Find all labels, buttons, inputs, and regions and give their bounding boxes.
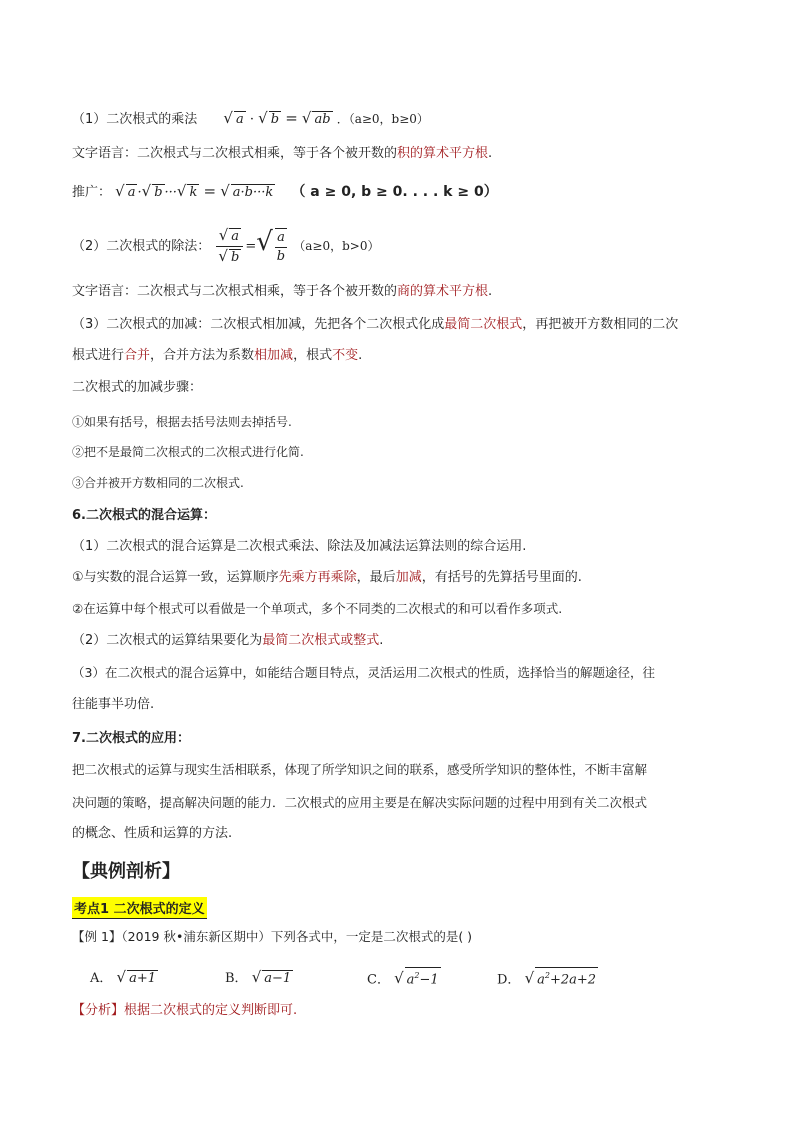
example-1-question: 【例 1】（2019 秋•浦东新区期中）下列各式中，一定是二次根式的是( ) [72, 929, 473, 944]
mul-condition: ．（a≥0，b≥0） [336, 112, 429, 126]
sec6-p2: ①与实数的混合运算一致，运算顺序先乘方再乘除，最后加减，有括号的先算括号里面的. [72, 570, 582, 585]
kaodian-1-badge: 考点1 二次根式的定义 [72, 897, 207, 919]
div-condition: （a≥0，b>0） [293, 239, 380, 253]
mul-words: 文字语言：二次根式与二次根式相乘，等于各个被开数的积的算术平方根. [72, 146, 493, 161]
option-b: B． √ a−1 [225, 968, 292, 986]
mul-rule [72, 108, 429, 130]
examples-heading: 【典例剖析】 [72, 861, 180, 882]
analysis-text: 根据二次根式的定义判断即可. [124, 1003, 298, 1018]
sec6-title: 6.二次根式的混合运算： [72, 508, 216, 523]
sec6-p4: （2）二次根式的运算结果要化为最简二次根式或整式. [72, 633, 384, 648]
mul-formula: √ a · √ b = √ ab [223, 109, 331, 127]
div-words: 文字语言：二次根式与二次根式相乘，等于各个被开数的商的算术平方根. [72, 284, 493, 299]
option-c: C． √ $a^2-1$ [367, 967, 441, 988]
option-a: A． √ a+1 [90, 968, 157, 986]
div-formula: $\frac{√ a}{√ b}$ =√ $\frac{a}{b}$ [218, 226, 286, 265]
general-rule [72, 181, 498, 203]
mul-prefix: （1）二次根式的乘法 [72, 112, 198, 127]
add-rule-line1: （3）二次根式的加减：二次根式相加减，先把各个二次根式化成最简二次根式，再把被开方数相同的二次 [72, 317, 679, 332]
sec6-p5b: 往能事半功倍. [72, 697, 155, 712]
option-d: D． √ $a^2+2a+2$ [497, 967, 598, 988]
div-rule [72, 222, 379, 267]
step-3: ③合并被开方数相同的二次根式. [72, 476, 244, 490]
add-rule-line2: 根式进行合并，合并方法为系数相加减，根式不变. [72, 348, 363, 363]
sec7-p3: 的概念、性质和运算的方法. [72, 826, 233, 841]
sec7-p2: 决问题的策略，提高解决问题的能力．二次根式的应用主要是在解决实际问题的过程中用到有关二次根式 [72, 795, 648, 810]
general-prefix: 推广： [72, 185, 112, 200]
sec7-title: 7.二次根式的应用： [72, 731, 190, 746]
sec7-p1: 把二次根式的运算与现实生活相联系，体现了所学知识之间的联系，感受所学知识的整体性，不断丰富解 [72, 762, 648, 777]
sec6-p1: （1）二次根式的混合运算是二次根式乘法、除法及加减法运算法则的综合运用. [72, 539, 527, 554]
sec6-p5a: （3）在二次根式的混合运算中，如能结合题目特点，灵活运用二次根式的性质，选择恰当的解题途径，往 [72, 665, 655, 680]
analysis [72, 1001, 297, 1021]
general-condition: （ a ≥ 0, b ≥ 0. . . . k ≥ 0） [291, 184, 498, 200]
div-prefix: （2）二次根式的除法： [72, 239, 211, 254]
step-2: ②把不是最简二次根式的二次根式进行化简. [72, 445, 304, 459]
step-1: ①如果有括号，根据去括号法则去掉括号. [72, 415, 292, 429]
general-formula: √ a ·√ b ···√ k = √ a·b···k [115, 182, 274, 200]
sec6-p3: ②在运算中每个根式可以看做是一个单项式，多个不同类的二次根式的和可以看作多项式. [72, 601, 563, 616]
analysis-tag: 【分析】 [72, 1003, 125, 1018]
steps-title: 二次根式的加减步骤： [72, 380, 203, 395]
